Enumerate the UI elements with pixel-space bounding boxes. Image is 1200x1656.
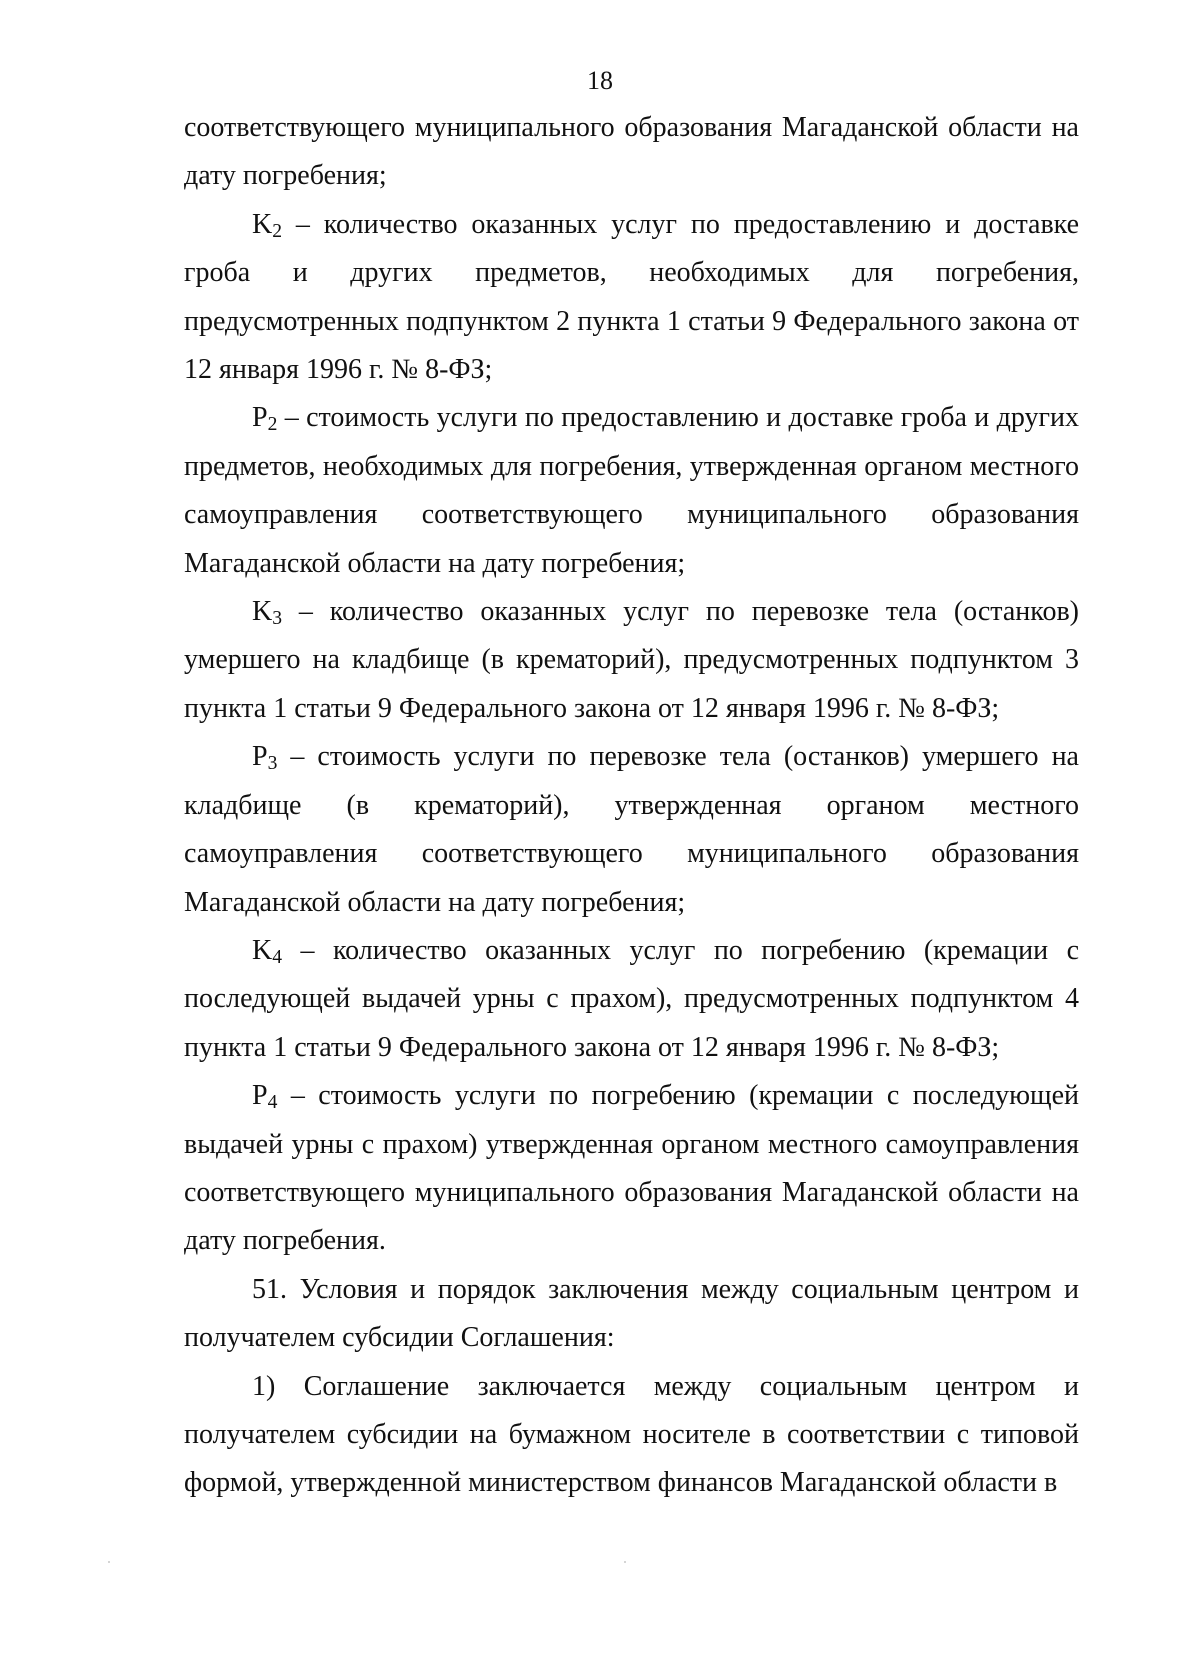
variable-subscript: 4 [272, 946, 283, 968]
paragraph-k2-definition [184, 201, 1079, 395]
document-body [184, 104, 1079, 1508]
paragraph-text: – стоимость услуги по перевозке тела (останков) умершего на кладбище (в крематорий), утвержденная органом местного самоуправления соответствующего муниципального образования Магаданской области на дату погребения; [184, 741, 1079, 918]
paragraph-subclause-1 [184, 1363, 1079, 1508]
variable-subscript: 3 [267, 753, 278, 775]
variable-symbol: P [252, 402, 268, 434]
paragraph-continuation [184, 104, 1079, 201]
paragraph-k3-definition [184, 588, 1079, 733]
paragraph-k4-definition [184, 927, 1079, 1072]
scan-speck [108, 1561, 110, 1563]
paragraph-text: – количество оказанных услуг по перевозке тела (останков) умершего на кладбище (в крематорий), предусмотренных подпунктом 3 пункта 1 статьи 9 Федерального закона от 12 января 1996 г. № 8-ФЗ; [184, 596, 1079, 724]
paragraph-clause-51 [184, 1266, 1079, 1363]
paragraph-text: 1) Соглашение заключается между социальным центром и получателем субсидии на бумажном носителе в соответствии с типовой формой, утвержденной министерством финансов Магаданской области в [184, 1370, 1079, 1499]
paragraph-p2-definition [184, 394, 1079, 588]
paragraph-text: соответствующего муниципального образования Магаданской области на дату погребения; [184, 112, 1079, 192]
paragraph-text: – стоимость услуги по погребению (кремации с последующей выдачей урны с прахом) утвержденная органом местного самоуправления соответствующего муниципального образования Магаданской области на дату погребения. [184, 1080, 1079, 1257]
paragraph-text: – количество оказанных услуг по предоставлению и доставке гроба и других предметов, необходимых для погребения, предусмотренных подпунктом 2 пункта 1 статьи 9 Федерального закона от 12 января 1996 г. № 8-ФЗ; [184, 208, 1079, 386]
paragraph-text: – стоимость услуги по предоставлению и доставке гроба и других предметов, необходимых для погребения, утвержденная органом местного самоуправления соответствующего муниципального образования Магаданской области на дату погребения; [184, 402, 1079, 579]
variable-symbol: K [252, 596, 273, 628]
page-number: 18 [587, 66, 613, 95]
variable-subscript: 3 [272, 607, 283, 629]
paragraph-p3-definition [184, 733, 1079, 927]
variable-symbol: K [252, 934, 273, 966]
paragraph-text: – количество оказанных услуг по погребению (кремации с последующей выдачей урны с прахом), предусмотренных подпунктом 4 пункта 1 статьи 9 Федерального закона от 12 января 1996 г. № 8-ФЗ; [184, 934, 1079, 1063]
variable-subscript: 2 [272, 220, 283, 242]
scan-speck [624, 1561, 626, 1563]
variable-subscript: 2 [267, 414, 278, 436]
paragraph-text: 51. Условия и порядок заключения между социальным центром и получателем субсидии Соглашения: [184, 1273, 1079, 1354]
paragraph-p4-definition [184, 1072, 1079, 1266]
variable-symbol: P [252, 1080, 268, 1112]
variable-symbol: K [252, 208, 273, 240]
variable-subscript: 4 [267, 1092, 278, 1114]
variable-symbol: P [252, 741, 268, 773]
